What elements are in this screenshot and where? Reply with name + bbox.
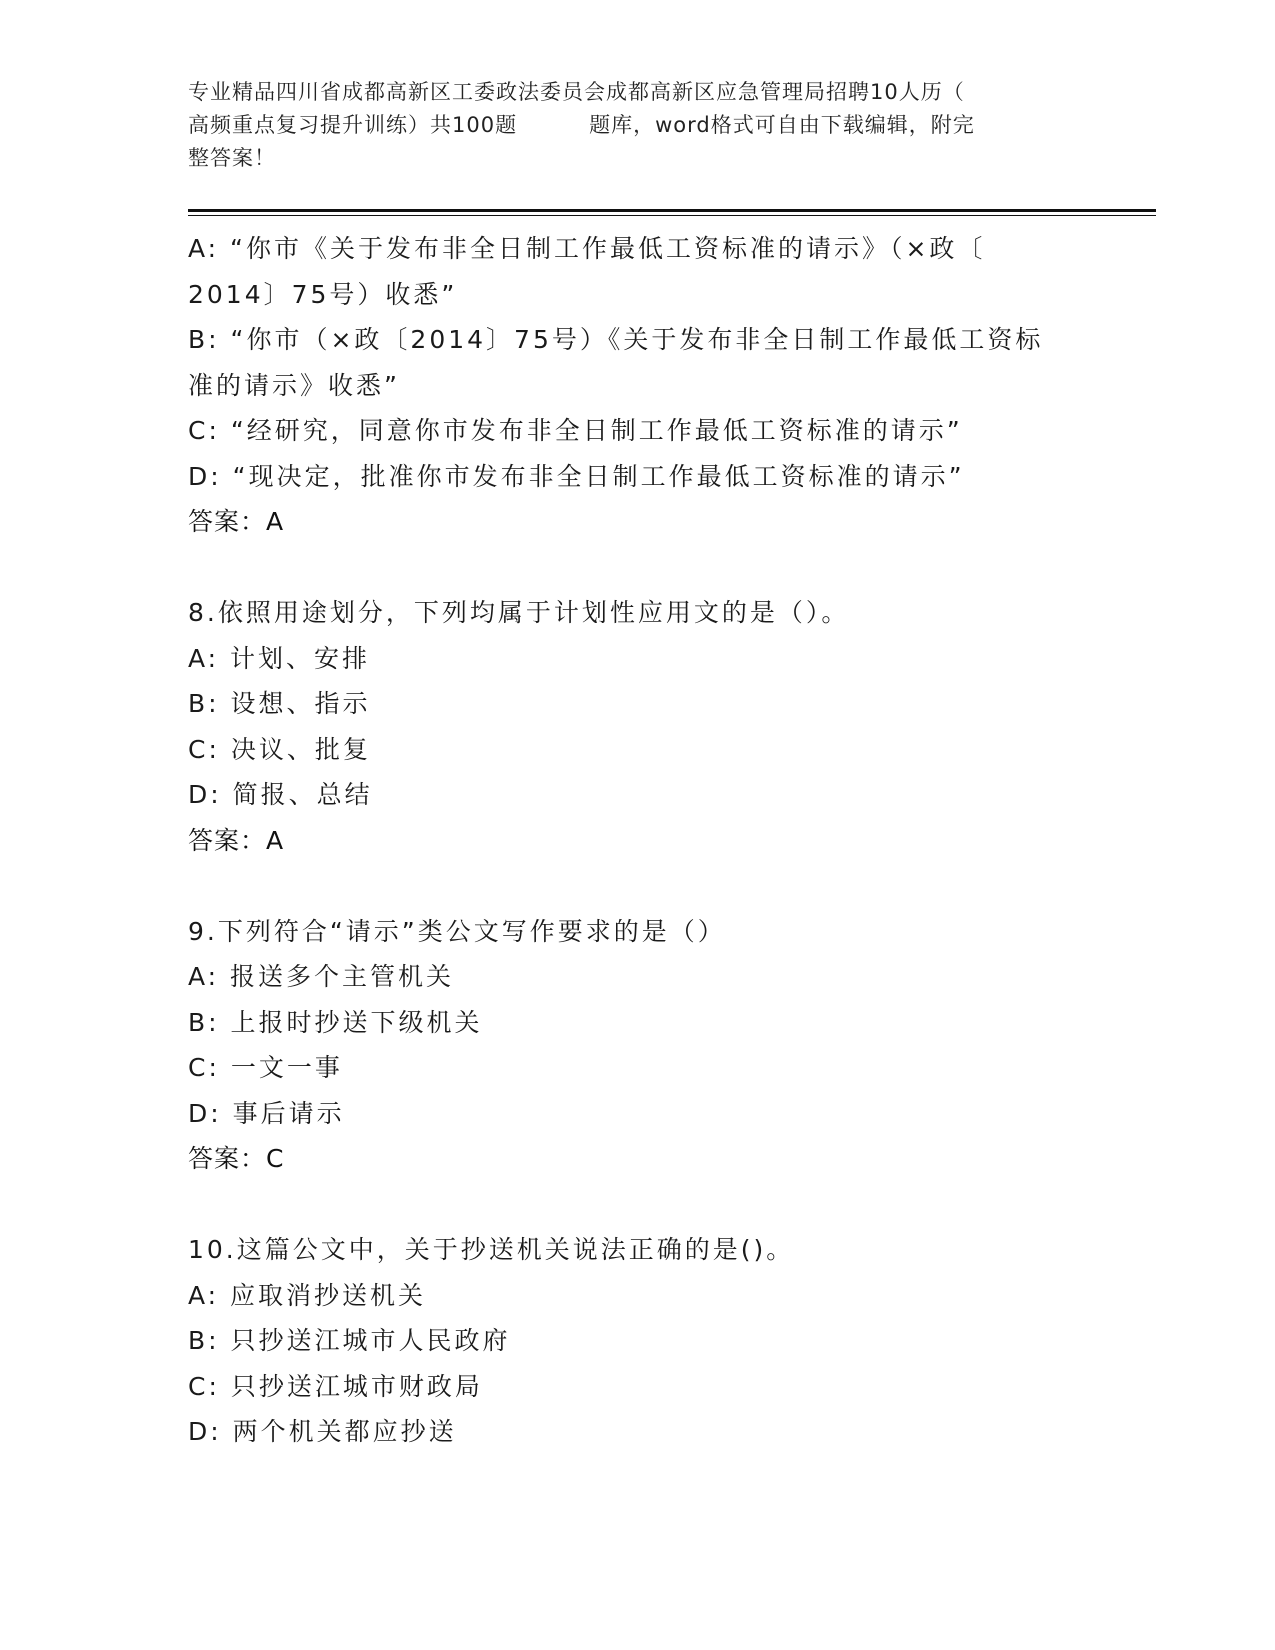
header-line-3: 整答案！ [188, 146, 276, 170]
option-d: D: 事后请示 [188, 1098, 345, 1128]
question-text: 9.下列符合“请示”类公文写作要求的是（） [188, 916, 726, 946]
option-c: C: 只抄送江城市财政局 [188, 1371, 483, 1401]
option-d: D: 两个机关都应抄送 [188, 1417, 457, 1446]
question-9 [188, 909, 1128, 1182]
option-a: A: 应取消抄送机关 [188, 1280, 427, 1310]
option-b: B: 只抄送江城市人民政府 [188, 1326, 511, 1355]
header-divider-thick [188, 209, 1156, 212]
option-a: A: 报送多个主管机关 [188, 962, 455, 991]
option-b: B: 上报时抄送下级机关 [188, 1007, 483, 1037]
option-b-line-1: B: “你市（×政〔2014〕75号）《关于发布非全日制工作最低工资标 [188, 325, 1044, 354]
question-list [188, 226, 1128, 1455]
question-7 [188, 226, 1128, 545]
option-d: D: 简报、总结 [188, 780, 373, 809]
option-c: C: 决议、批复 [188, 734, 371, 764]
option-c: C: “经研究，同意你市发布非全日制工作最低工资标准的请示” [188, 416, 963, 445]
option-d: D: “现决定，批准你市发布非全日制工作最低工资标准的请示” [188, 461, 965, 491]
option-a: A: 计划、安排 [188, 643, 371, 673]
question-text: 10.这篇公文中，关于抄送机关说法正确的是()。 [188, 1235, 795, 1264]
answer: 答案：A [188, 507, 285, 536]
question-10 [188, 1227, 1128, 1455]
question-spacer [188, 863, 1128, 909]
question-spacer [188, 545, 1128, 591]
document-header [188, 76, 1088, 175]
question-spacer [188, 1182, 1128, 1228]
answer: 答案：A [188, 825, 285, 855]
header-divider-thin [188, 215, 1156, 216]
header-line-2-part-2: 题库，word格式可自由下载编辑，附完 [589, 113, 975, 137]
option-b: B: 设想、指示 [188, 689, 371, 718]
question-text: 8.依照用途划分，下列均属于计划性应用文的是（）。 [188, 598, 850, 627]
answer: 答案：C [188, 1144, 285, 1173]
option-a-line-2: 2014〕75号）收悉” [188, 279, 458, 309]
question-8 [188, 590, 1128, 863]
option-c: C: 一文一事 [188, 1053, 343, 1082]
option-b-line-2: 准的请示》收悉” [188, 370, 400, 400]
header-line-2-part-1: 高频重点复习提升训练）共100题 [188, 113, 518, 137]
header-line-1: 专业精品四川省成都高新区工委政法委员会成都高新区应急管理局招聘10人历（ [188, 80, 965, 104]
header-line-2 [188, 109, 1088, 142]
option-a-line-1: A: “你市《关于发布非全日制工作最低工资标准的请示》（×政〔 [188, 234, 986, 263]
